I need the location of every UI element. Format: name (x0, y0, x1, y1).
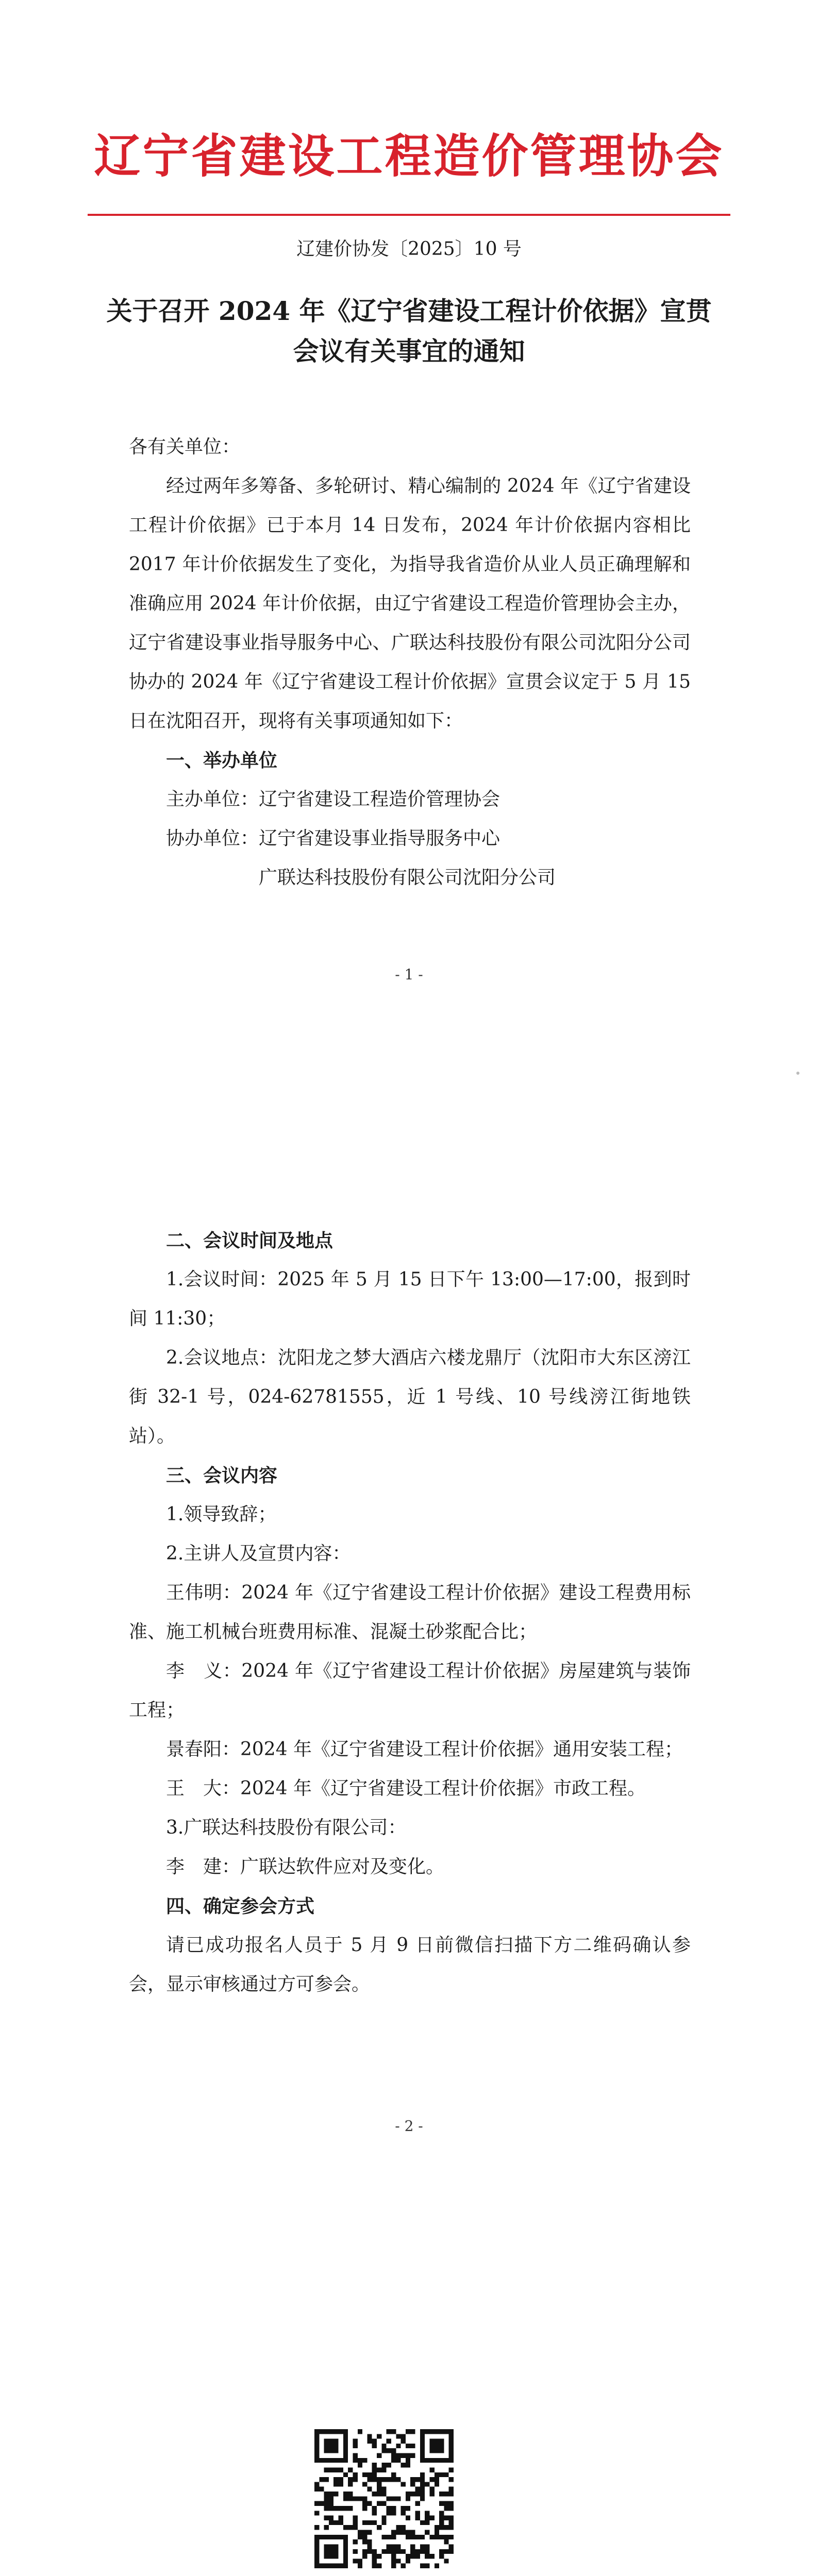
co-organizer-2: 广联达科技股份有限公司沈阳分公司 (259, 867, 556, 888)
speaker-wang-da: 王 大：2024 年《辽宁省建设工程计价依据》市政工程。 (166, 1778, 646, 1799)
agenda-item-1: 1.领导致辞； (166, 1504, 277, 1525)
page-2-body (129, 1221, 691, 2004)
page-1-body (129, 428, 691, 897)
speaker-jing-chunyang: 景春阳：2024 年《辽宁省建设工程计价依据》通用安装工程； (166, 1739, 683, 1760)
page-2 (0, 1157, 818, 2313)
registration-qr-code[interactable] (314, 2429, 454, 2568)
agenda-item-2: 2.主讲人及宣贯内容： (166, 1543, 351, 1564)
section-2-heading: 二、会议时间及地点 (166, 1230, 333, 1251)
section-1-heading: 一、举办单位 (166, 750, 278, 771)
intro-paragraph: 经过两年多筹备、多轮研讨、精心编制的 2024 年《辽宁省建设工程计价依据》已于本月 14 日发布，2024 年计价依据内容相比 2017 年计价依据发生了变化，为指导我省造价从业人员正确理解和准确应用 2024 年计价依据，由辽宁省建设工程造价管理协会主办，辽宁省建设事业指导服务中心、广联达科技股份有限公司沈阳分公司协办的 2024 年《辽宁省建设工程计价依据》宣贯会议定于 5 月 15 日在沈阳召开，现将有关事项通知如下： (129, 476, 691, 732)
notice-title: 关于召开 2024 年《辽宁省建设工程计价依据》宣贯会议有关事宜的通知 (106, 296, 712, 366)
document-number: 辽建价协发〔2025〕10 号 (296, 239, 522, 260)
agenda-item-3: 3.广联达科技股份有限公司： (166, 1817, 407, 1838)
registration-instructions: 请已成功报名人员于 5 月 9 日前微信扫描下方二维码确认参会，显示审核通过方可参会。 (129, 1935, 691, 1995)
host-organizer: 主办单位：辽宁省建设工程造价管理协会 (166, 789, 500, 810)
meeting-time: 1.会议时间：2025 年 5 月 15 日下午 13:00—17:00，报到时间 11:30； (129, 1269, 691, 1329)
section-4-heading: 四、确定参会方式 (166, 1895, 315, 1917)
section-3-heading: 三、会议内容 (166, 1465, 278, 1486)
co-organizer-1: 协办单位：辽宁省建设事业指导服务中心 (166, 828, 500, 849)
header-divider (88, 214, 730, 216)
meeting-place: 2.会议地点：沈阳龙之梦大酒店六楼龙鼎厅（沈阳市大东区滂江街 32-1 号，024-62781555，近 1 号线、10 号线滂江街地铁站）。 (129, 1347, 691, 1447)
document-header: 辽宁省建设工程造价管理协会 (94, 129, 724, 183)
page-1 (0, 0, 818, 1157)
page-3 (0, 2313, 818, 2576)
speaker-li-jian: 李 建：广联达软件应对及变化。 (166, 1856, 445, 1877)
page-number-2: - 2 - (395, 2117, 423, 2134)
speaker-wang-weiming: 王伟明：2024 年《辽宁省建设工程计价依据》建设工程费用标准、施工机械台班费用标准、混凝土砂浆配合比； (129, 1582, 691, 1642)
scan-mark (796, 1072, 799, 1075)
speaker-li-yi: 李 义：2024 年《辽宁省建设工程计价依据》房屋建筑与装饰工程； (129, 1660, 691, 1721)
salutation: 各有关单位： (129, 436, 241, 457)
page-number-1: - 1 - (395, 966, 423, 983)
